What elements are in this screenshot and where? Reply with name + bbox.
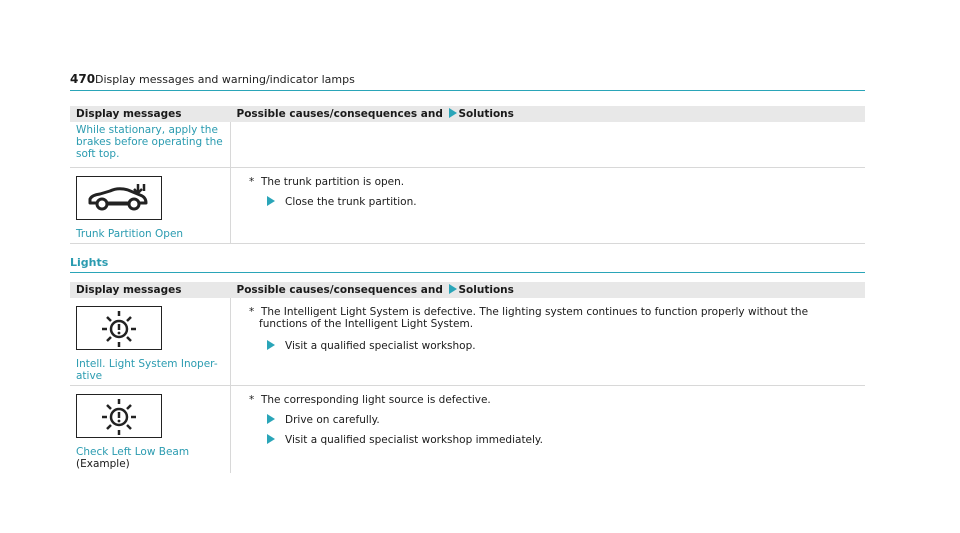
section-title-lights: Lights <box>70 256 109 269</box>
col-header-causes-text: Possible causes/consequences and <box>236 108 443 120</box>
arrow-icon <box>449 108 457 118</box>
causes-cell <box>231 168 866 244</box>
col-header-display-messages: Display messages <box>70 106 231 122</box>
solution-item <box>237 196 859 208</box>
table-row <box>70 298 865 386</box>
bullet: * <box>249 306 255 318</box>
section-rule <box>70 272 865 273</box>
bullet: * <box>249 394 255 406</box>
table-row <box>70 168 865 244</box>
message-text-trunk: Trunk Partition Open <box>76 228 184 240</box>
intelligent-light-system-warning-icon <box>76 306 162 350</box>
light-source-warning-icon <box>76 394 162 438</box>
solution-item <box>237 340 859 352</box>
table-header <box>70 282 865 298</box>
solution-item <box>237 414 859 426</box>
col-header-solutions-text: Solutions <box>458 284 514 296</box>
trunk-partition-icon <box>76 176 162 220</box>
message-text-intell-light: Intell. Light System Inoper-ative <box>76 358 218 382</box>
table-row <box>70 386 865 474</box>
col-header-solutions-text: Solutions <box>458 108 514 120</box>
cause-text: The corresponding light source is defective. <box>260 394 491 406</box>
bullet: * <box>249 176 255 188</box>
arrow-icon <box>267 414 275 424</box>
arrow-icon <box>449 284 457 294</box>
cause-item <box>237 394 859 406</box>
message-cell <box>70 298 231 386</box>
solution-text: Close the trunk partition. <box>285 196 417 208</box>
col-header-causes <box>231 106 866 122</box>
message-cell <box>70 168 231 244</box>
message-text: Check Left Low Beam <box>76 446 190 458</box>
solution-text: Visit a qualified specialist workshop immediately. <box>285 434 543 446</box>
arrow-icon <box>267 196 275 206</box>
table-row <box>70 122 865 168</box>
page-number: 470 <box>70 72 96 86</box>
solution-text: Drive on carefully. <box>285 414 380 426</box>
causes-cell <box>231 386 866 474</box>
causes-cell <box>231 298 866 386</box>
col-header-causes-text: Possible causes/consequences and <box>236 284 443 296</box>
lights-table <box>70 282 865 473</box>
cause-text: The Intelligent Light System is defective. The lighting system continues to function properly without the functions of the Intelligent Light System. <box>259 306 809 330</box>
solution-text: Visit a qualified specialist workshop. <box>285 340 476 352</box>
col-header-display-messages: Display messages <box>70 282 231 298</box>
message-suffix: (Example) <box>76 458 130 470</box>
col-header-causes <box>231 282 866 298</box>
cause-item <box>237 306 859 330</box>
cause-item <box>237 176 859 188</box>
solution-item <box>237 434 859 446</box>
message-cell <box>70 386 231 474</box>
message-cell <box>70 122 231 168</box>
arrow-icon <box>267 434 275 444</box>
empty-cell <box>231 122 866 168</box>
page-title: Display messages and warning/indicator lamps <box>95 73 355 86</box>
header-rule <box>70 90 865 91</box>
message-text-soft-top: While stationary, apply the brakes before operating the soft top. <box>76 124 223 160</box>
arrow-icon <box>267 340 275 350</box>
table-header <box>70 106 865 122</box>
message-text-check-left-low-beam <box>76 446 224 470</box>
display-messages-table <box>70 106 865 244</box>
cause-text: The trunk partition is open. <box>260 176 405 188</box>
